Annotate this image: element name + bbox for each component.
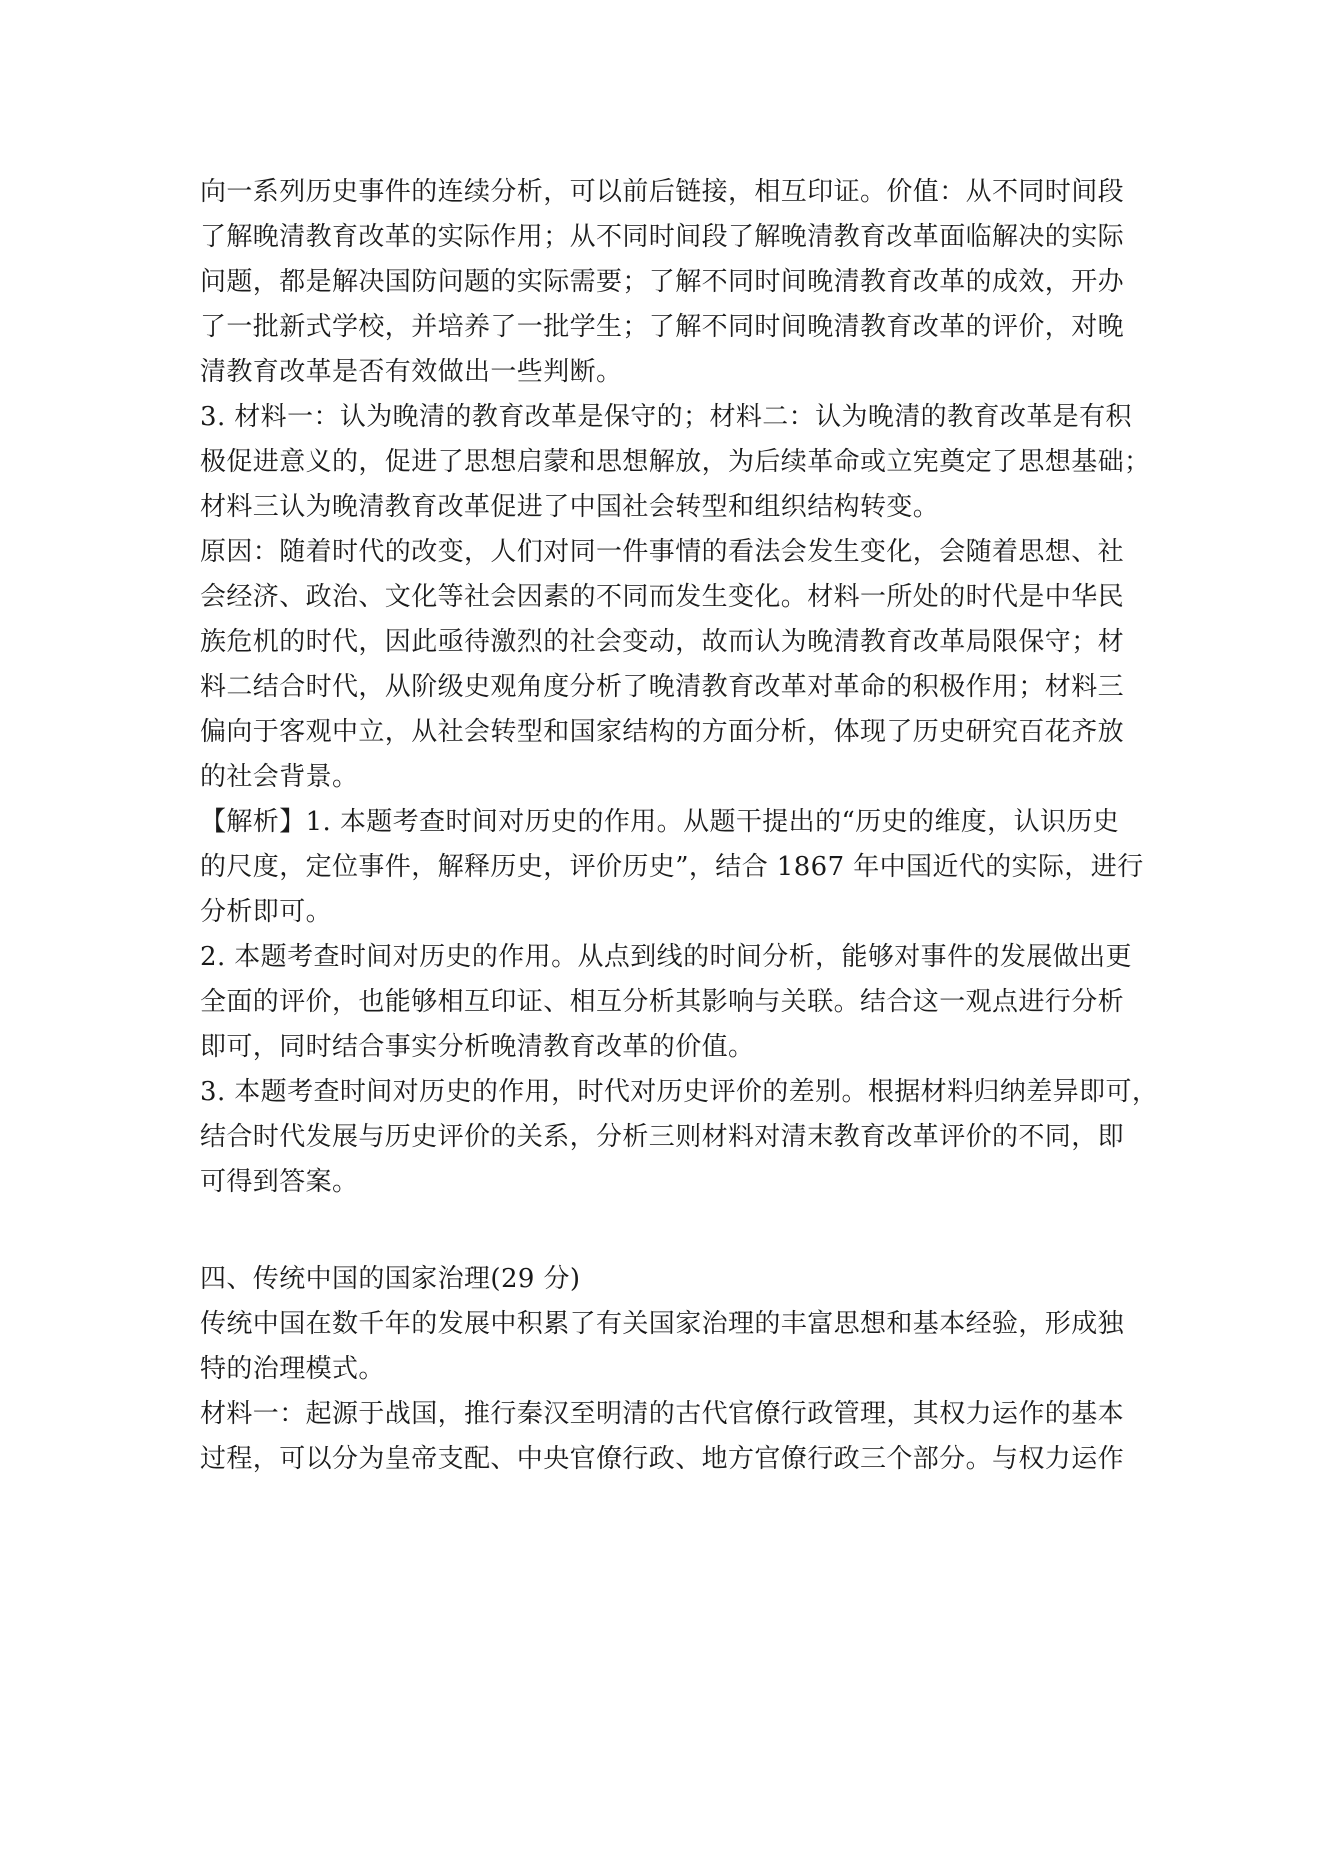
text-line: 极促进意义的，促进了思想启蒙和思想解放，为后续革命或立宪奠定了思想基础； — [200, 447, 1151, 477]
text-line: 即可，同时结合事实分析晚清教育改革的价值。 — [200, 1032, 755, 1062]
reason-paragraph — [200, 530, 1130, 800]
analysis-paragraph-3 — [200, 1070, 1159, 1205]
text-line: 3. 本题考查时间对历史的作用，时代对历史评价的差别。根据材料归纳差异即可， — [200, 1077, 1159, 1107]
text-line: 了解晚清教育改革的实际作用；从不同时间段了解晚清教育改革面临解决的实际 — [200, 222, 1125, 252]
text-line: 料二结合时代，从阶级史观角度分析了晚清教育改革对革命的积极作用；材料三 — [200, 672, 1125, 702]
text-line: 原因：随着时代的改变，人们对同一件事情的看法会发生变化，会随着思想、社 — [200, 537, 1125, 567]
text-line: 全面的评价，也能够相互印证、相互分析其影响与关联。结合这一观点进行分析 — [200, 987, 1125, 1017]
material-one-paragraph — [200, 1392, 1130, 1482]
text-line: 向一系列历史事件的连续分析，可以前后链接，相互印证。价值：从不同时间段 — [200, 177, 1125, 207]
document-page — [200, 170, 1159, 1482]
text-line: 结合时代发展与历史评价的关系，分析三则材料对清末教育改革评价的不同，即 — [200, 1122, 1125, 1152]
text-line: 清教育改革是否有效做出一些判断。 — [200, 357, 623, 387]
text-line: 偏向于客观中立，从社会转型和国家结构的方面分析，体现了历史研究百花齐放 — [200, 717, 1125, 747]
text-line: 传统中国在数千年的发展中积累了有关国家治理的丰富思想和基本经验，形成独 — [200, 1309, 1125, 1339]
text-line: 的社会背景。 — [200, 762, 359, 792]
text-line: 族危机的时代，因此亟待激烈的社会变动，故而认为晚清教育改革局限保守；材 — [200, 627, 1125, 657]
text-line: 2. 本题考查时间对历史的作用。从点到线的时间分析，能够对事件的发展做出更 — [200, 942, 1132, 972]
text-line: 材料一：起源于战国，推行秦汉至明清的古代官僚行政管理，其权力运作的基本 — [200, 1399, 1125, 1429]
answer-paragraph-2-continued — [200, 170, 1130, 395]
analysis-paragraph-1 — [200, 800, 1144, 935]
section-heading — [200, 1257, 1130, 1302]
text-line: 特的治理模式。 — [200, 1354, 385, 1384]
section-intro — [200, 1302, 1130, 1392]
text-line: 3. 材料一：认为晚清的教育改革是保守的；材料二：认为晚清的教育改革是有积 — [200, 402, 1132, 432]
text-line: 可得到答案。 — [200, 1167, 359, 1197]
text-line: 的尺度，定位事件，解释历史，评价历史”，结合 1867 年中国近代的实际，进行 — [200, 852, 1144, 882]
text-line: 分析即可。 — [200, 897, 333, 927]
text-line: 过程，可以分为皇帝支配、中央官僚行政、地方官僚行政三个部分。与权力运作 — [200, 1444, 1125, 1474]
text-line: 【解析】1. 本题考查时间对历史的作用。从题干提出的“历史的维度，认识历史 — [200, 807, 1120, 837]
analysis-paragraph-2 — [200, 935, 1130, 1070]
text-line: 会经济、政治、文化等社会因素的不同而发生变化。材料一所处的时代是中华民 — [200, 582, 1125, 612]
text-line: 问题，都是解决国防问题的实际需要；了解不同时间晚清教育改革的成效，开办 — [200, 267, 1125, 297]
section-title: 四、传统中国的国家治理(29 分) — [200, 1264, 581, 1294]
text-line: 了一批新式学校，并培养了一批学生；了解不同时间晚清教育改革的评价，对晚 — [200, 312, 1125, 342]
answer-paragraph-3 — [200, 395, 1151, 530]
section-spacer — [200, 1205, 1130, 1257]
text-line: 材料三认为晚清教育改革促进了中国社会转型和组织结构转变。 — [200, 492, 940, 522]
